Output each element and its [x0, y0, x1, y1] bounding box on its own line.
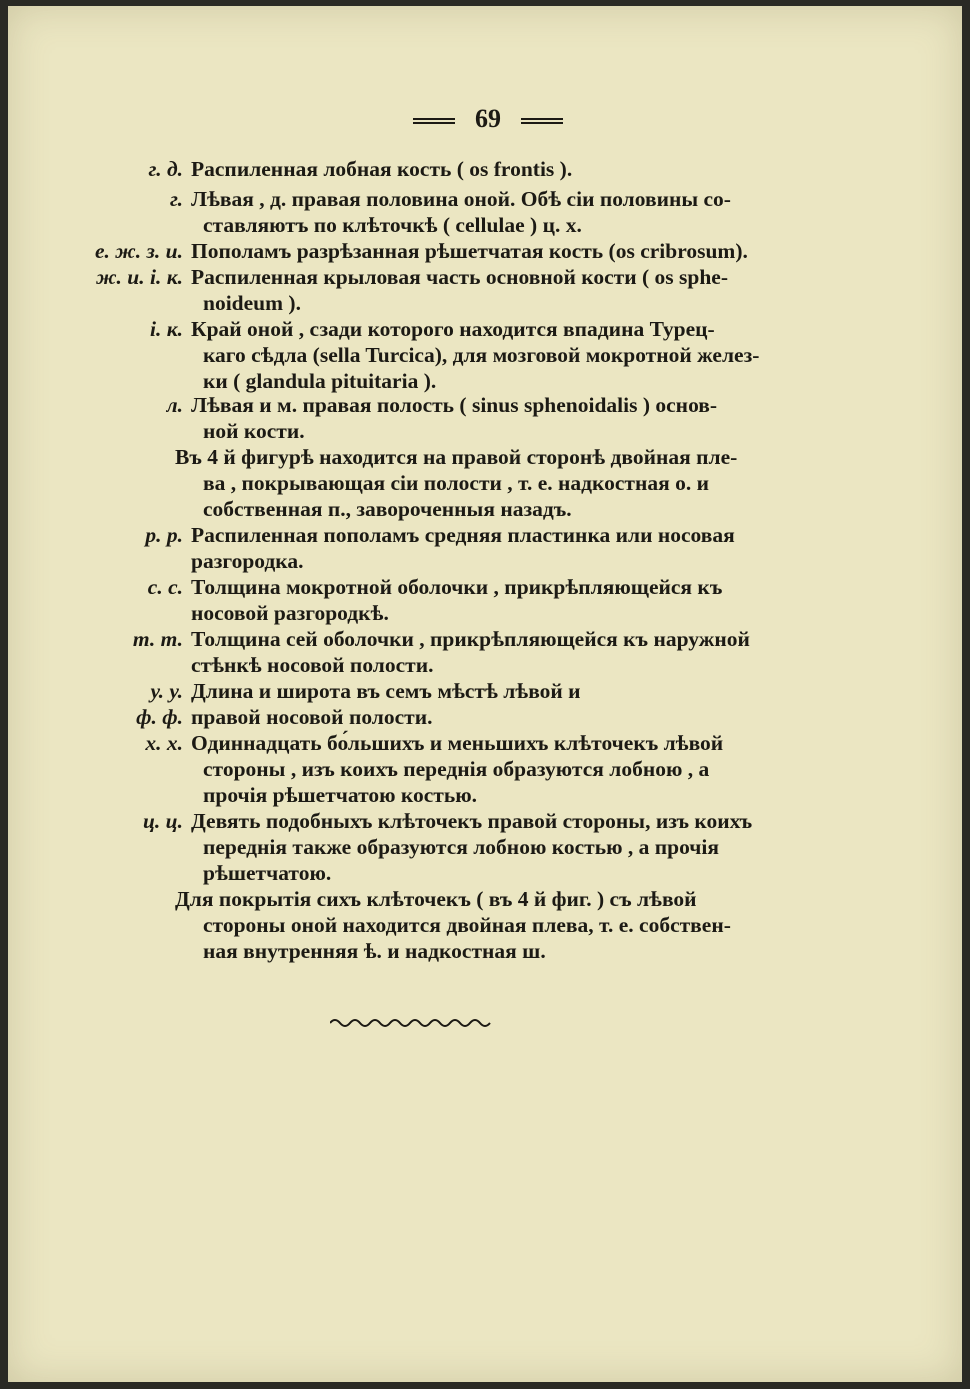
entry-text	[191, 316, 759, 394]
entry-line: Лѣвая и м. правая полость ( sinus sphenoidalis ) основ-	[191, 393, 718, 417]
entry-line: Одиннадцать бо́льшихъ и меньшихъ клѣточекъ лѣвой	[191, 731, 724, 755]
entry-label: х. х.	[145, 731, 183, 755]
entry-text	[191, 808, 752, 886]
paragraph-line: ва , покрывающая сіи полости , т. е. надкостная о. и	[203, 471, 710, 495]
entry-label: і. к.	[150, 317, 183, 341]
entry-label: ф. ф.	[136, 705, 183, 729]
entry-text	[191, 574, 722, 626]
entry-line: переднія также образуются лобною костью , а прочія	[203, 835, 720, 859]
entry-line: Пополамъ разрѣзанная рѣшетчатая кость (os cribrosum).	[191, 239, 748, 263]
entry-line: noideum ).	[203, 291, 301, 315]
page-header	[83, 106, 893, 132]
entry-line: Распиленная лобная кость ( os frontis ).	[191, 157, 573, 181]
paragraph	[175, 444, 737, 522]
wavy-divider	[330, 1016, 495, 1030]
entry-line: ной кости.	[203, 419, 305, 443]
entry-line: Распиленная крыловая часть основной кости ( os sphe-	[191, 265, 728, 289]
entry-label: р. р.	[145, 523, 183, 547]
entry-line: стѣнкѣ носовой полости.	[191, 653, 434, 677]
entry-text	[191, 522, 735, 574]
entry-text	[191, 264, 728, 316]
paragraph-line: Въ 4 й фигурѣ находится на правой сторонѣ двойная пле-	[175, 445, 738, 469]
paragraph-line: ная внутренняя ѣ. и надкостная ш.	[203, 939, 546, 963]
paragraph-line: собственная п., завороченныя назадъ.	[203, 497, 572, 521]
entry-label: г.	[169, 187, 183, 211]
entry-text	[191, 730, 723, 808]
header-rule-left	[413, 118, 455, 124]
entry-label: г. д.	[148, 157, 183, 181]
entry-line: Край оной , сзади которого находится впадина Турец-	[191, 317, 715, 341]
entry-label: у. у.	[150, 679, 183, 703]
entry-line: прочія рѣшетчатою костью.	[203, 783, 478, 807]
entry-line: Толщина мокротной оболочки , прикрѣпляющейся къ	[191, 575, 723, 599]
entry-text	[191, 626, 750, 678]
entry-label: ц. ц.	[142, 809, 183, 833]
entry-label: л.	[166, 393, 183, 417]
entry-line: каго сѣдла (sella Turcica), для мозговой мокротной желез-	[203, 343, 760, 367]
entry-line: носовой разгородкѣ.	[191, 601, 389, 625]
entry-line: стороны , изъ коихъ переднія образуются лобною , а	[203, 757, 710, 781]
header-rule-right	[521, 118, 563, 124]
entry-text	[191, 238, 748, 264]
entry-line: Лѣвая , д. правая половина оной. Обѣ сіи половины со-	[191, 187, 731, 211]
paragraph	[175, 886, 731, 964]
entry-line: рѣшетчатою.	[203, 861, 332, 885]
entry-text	[191, 186, 731, 238]
page	[8, 6, 962, 1382]
entry-line: разгородка.	[191, 549, 304, 573]
paragraph-line: Для покрытія сихъ клѣточекъ ( въ 4 й фиг. ) съ лѣвой	[175, 887, 697, 911]
entry-label: ж. и. і. к.	[96, 265, 183, 289]
entry-text	[191, 392, 717, 444]
entry-line: ки ( glandula pituitaria ).	[203, 369, 437, 393]
entry-text	[191, 156, 572, 182]
entry-text	[191, 704, 432, 730]
entry-line: Девять подобныхъ клѣточекъ правой стороны, изъ коихъ	[191, 809, 753, 833]
entry-label: е. ж. з. и.	[95, 239, 183, 263]
page-number: 69	[475, 104, 501, 133]
entry-text	[191, 678, 581, 704]
paragraph-line: стороны оной находится двойная плева, т. е. собствен-	[203, 913, 731, 937]
entry-label: т. т.	[132, 627, 183, 651]
entry-line: Толщина сей оболочки , прикрѣпляющейся къ наружной	[191, 627, 750, 651]
entry-label: с. с.	[147, 575, 183, 599]
entry-line: ставляютъ по клѣточкѣ ( cellulae ) ц. х.	[203, 213, 582, 237]
entry-line: Длина и широта въ семъ мѣстѣ лѣвой и	[191, 679, 581, 703]
entry-line: правой носовой полости.	[191, 705, 433, 729]
entry-line: Распиленная пополамъ средняя пластинка или носовая	[191, 523, 735, 547]
